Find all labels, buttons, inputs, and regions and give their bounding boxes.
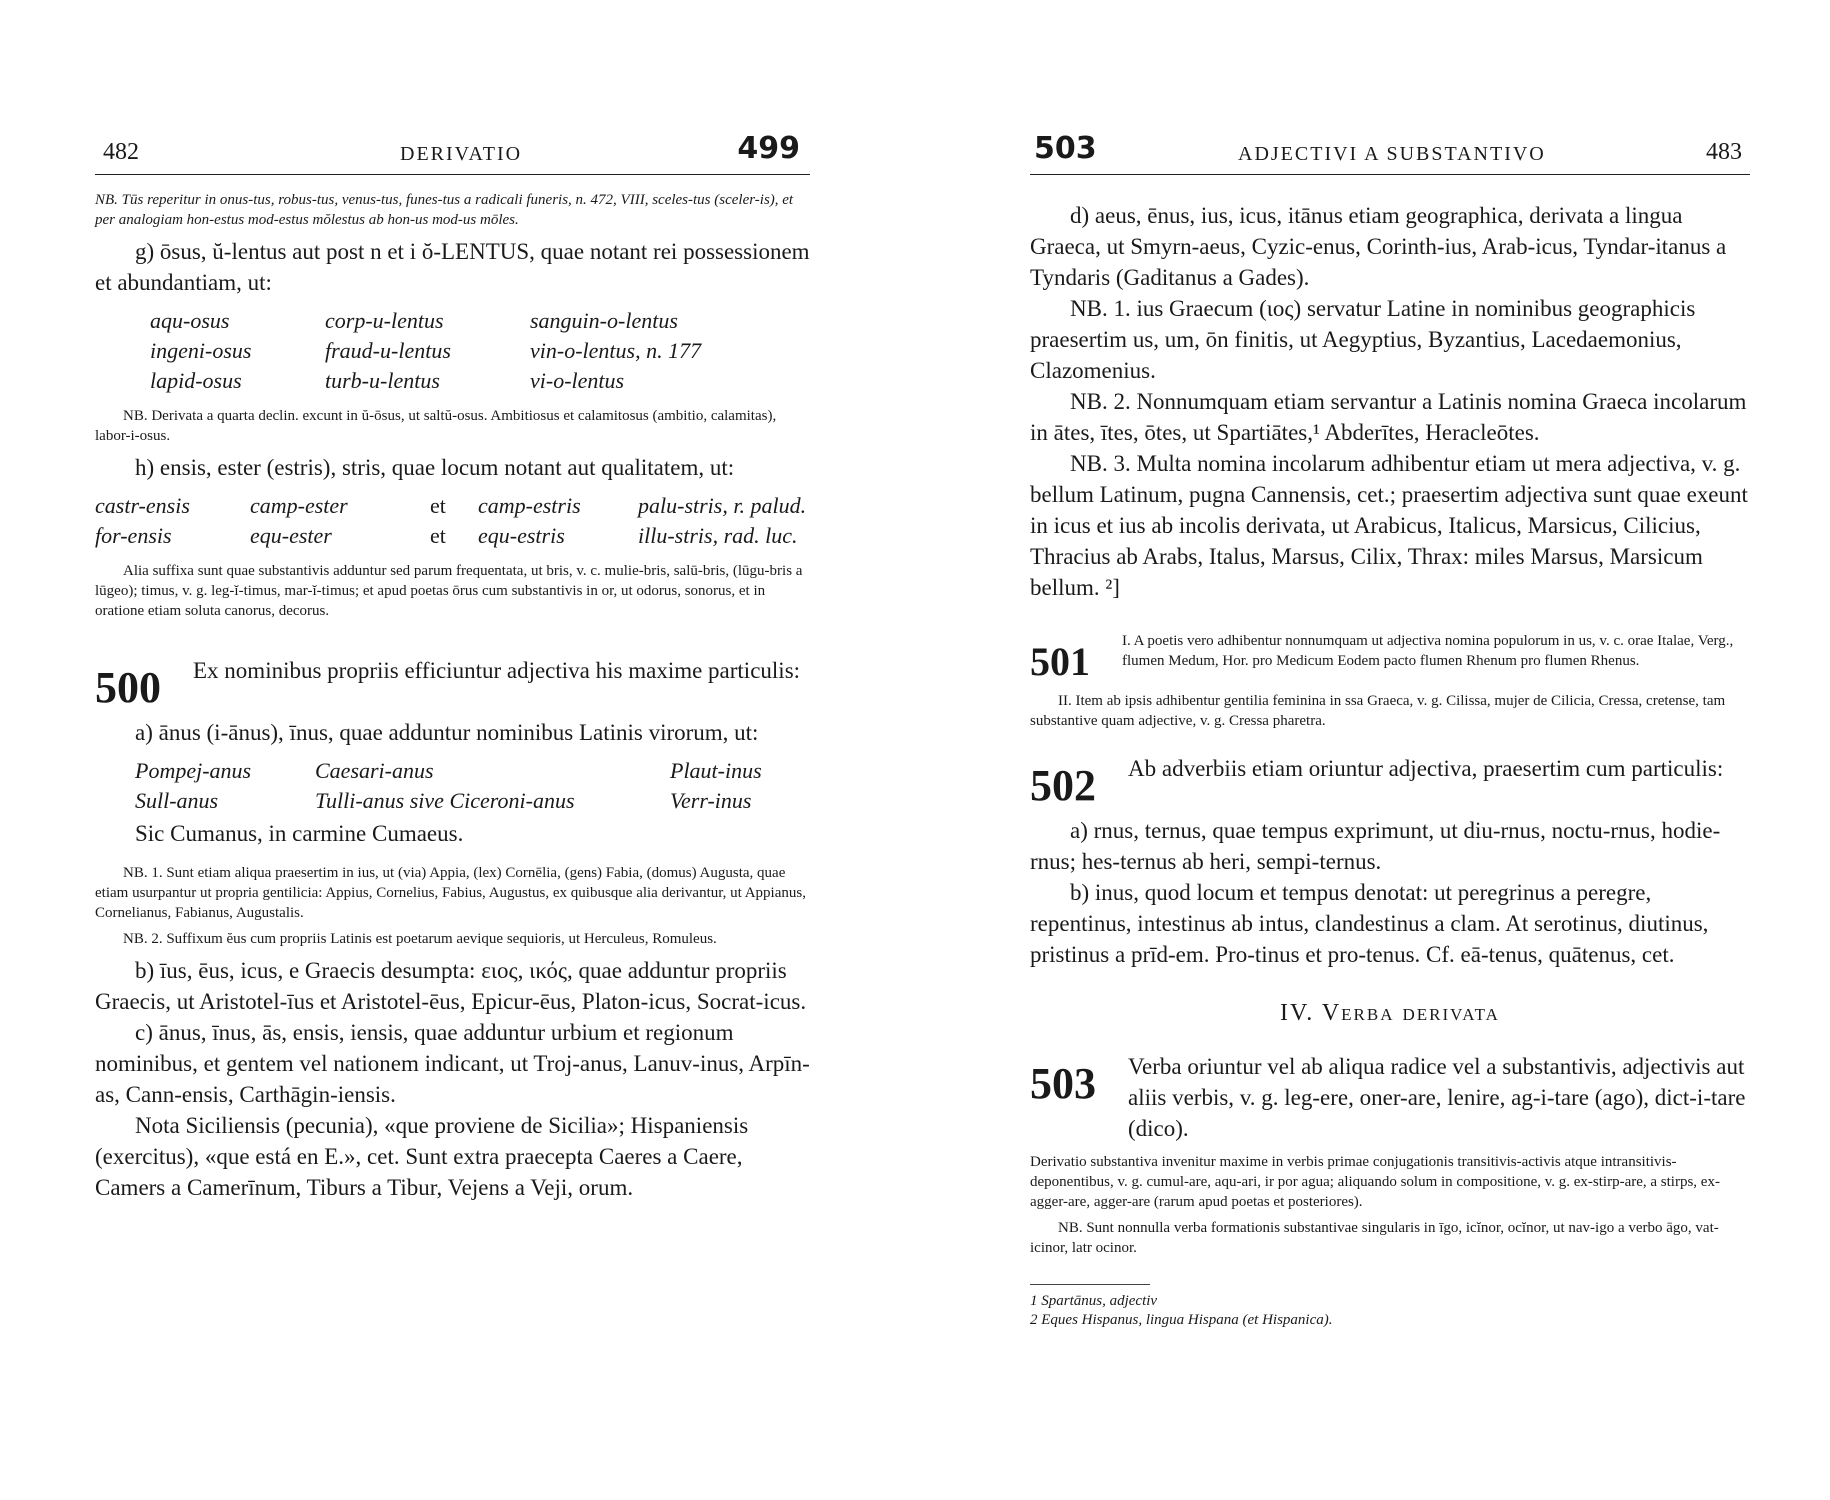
example-table-a <box>95 756 810 816</box>
section-500 <box>95 655 810 711</box>
paragraph-g: g) ōsus, ŭ-lentus aut post n et i ŏ-LENTUS, quae notant rei possessionem et abundantiam, ut: <box>95 239 810 295</box>
section-text: Ex nominibus propriis efficiuntur adjectiva his maxime particulis: <box>193 658 801 683</box>
section-text: I. A poetis vero adhibentur nonnumquam ut adjectiva nomina populorum in us, v. c. orae Italae, Verg., flumen Medum, Hor. pro Medicum Eodem pacto flumen Rhenum pro flumen Rhenus. <box>1122 633 1734 669</box>
table-cell: Caesari-anus <box>315 758 434 783</box>
footnote: 2 Eques Hispanus, lingua Hispana (et Hispanica). <box>1030 1312 1333 1328</box>
note-alia: Alia suffixa sunt quae substantivis adduntur sed parum frequentata, ut bris, v. c. mulie-bris, salū-bris, (lūgu-bris a lūgeo); timus, v. g. leg-ĭ-timus, mar-ĭ-timus; et apud poetas ōrus cum substantivis in or, ut odorus, sonorus, et in oratione etiam soluta canorus, decorus. <box>95 563 803 619</box>
section-text: Ab adverbiis etiam oriuntur adjectiva, praesertim cum particulis: <box>1128 756 1724 781</box>
paragraph-b: b) inus, quod locum et tempus denotat: ut peregrinus a peregre, repentinus, intestinus ab intus, clandestinus a clam. At serotinus, diutinus, pristinus a prīd-em. Pro-tinus et pro-tenus. Cf. eā-tenus, quātenus, cet. <box>1030 880 1709 967</box>
table-cell: fraud-u-lentus <box>325 338 451 363</box>
page-number: 482 <box>103 139 139 165</box>
paragraph-sic: Sic Cumanus, in carmine Cumaeus. <box>135 821 464 846</box>
paragraph-a: a) rnus, ternus, quae tempus exprimunt, ut diu-rnus, noctu-rnus, hodie-rnus; hes-ternus ab heri, sempi-ternus. <box>1030 818 1721 874</box>
table-cell: ingeni-osus <box>150 338 252 363</box>
paragraph-d: d) aeus, ēnus, ius, icus, itānus etiam geographica, derivata a lingua Graeca, ut Smyrn-aeus, Cyzic-enus, Corinth-ius, Arab-icus, Tyndar-itanus a Tyndaris (Gaditanus a Gades). <box>1030 203 1727 290</box>
note-nb-1: NB. 1. ius Graecum (ιος) servatur Latine in nominibus geographicis praesertim us, um, ōn finitis, ut Aegyptius, Byzantius, Lacedaemonius, Clazomenius. <box>1030 296 1696 383</box>
table-cell: castr-ensis <box>95 493 190 518</box>
table-cell: et <box>430 523 446 548</box>
table-cell: sanguin-o-lentus <box>530 308 678 333</box>
note-nb-2: NB. 2. Nonnumquam etiam servantur a Latinis nomina Graeca incolarum in ātes, ītes, ōtes, ut Spartiātes,¹ Abderītes, Heracleōtes. <box>1030 389 1747 445</box>
example-table-h <box>95 491 810 551</box>
section-text: Verba oriuntur vel ab aliqua radice vel a substantivis, adjectivis aut aliis verbis, v. g. leg-ere, oner-are, lenire, ag-i-tare (ago), dict-i-tare (dico). <box>1128 1054 1746 1141</box>
section-501-ii: II. Item ab ipsis adhibentur gentilia feminina in ssa Graeca, v. g. Cilissa, mujer de Cilicia, Cressa, cretense, tam substantive quam adjective, v. g. Cressa pharetra. <box>1030 693 1726 729</box>
running-title: ADJECTIVI A SUBSTANTIVO <box>1238 143 1546 165</box>
paragraph-nota: Nota Siciliensis (pecunia), «que proviene de Sicilia»; Hispaniensis (exercitus), «que está en E.», cet. Sunt extra praecepta Caeres a Caere, Camers a Camerīnum, Tiburs a Tibur, Vejens a Veji, orum. <box>95 1113 749 1200</box>
paragraph-h: h) ensis, ester (estris), stris, quae locum notant aut qualitatem, ut: <box>135 455 735 480</box>
note-nb-3: NB. 3. Multa nomina incolarum adhibentur etiam ut mera adjectiva, v. g. bellum Latinum, pugna Cannensis, cet.; praesertim adjectiva sunt quae exeunt in icus et ius ab incolis derivata, ut Arabicus, Italicus, Marsicus, Cilicius, Thracius ab Arabs, Italus, Marsus, Cilix, Thrax: miles Marsus, Marsicum bellum. ²] <box>1030 451 1748 600</box>
table-cell: vin-o-lentus, n. 177 <box>530 338 702 363</box>
table-cell: aqu-osus <box>150 308 230 333</box>
note-nb: NB. Sunt nonnulla verba formationis substantivae singularis in īgo, icĭnor, ocĭnor, ut nav-igo a verbo āgo, vat-icinor, latr ocinor. <box>1030 1220 1719 1256</box>
note-nb-1: NB. 1. Sunt etiam aliqua praesertim in ius, ut (via) Appia, (lex) Cornēlia, (gens) Fabia, (domus) Augusta, quae etiam usurpantur ut propria gentilicia: Appius, Cornelius, Fabius, Augustus, ex quibusque alia derivantur, ut Appianus, Cornelianus, Fabianus, Augustalis. <box>95 865 806 921</box>
table-cell: Tulli-anus sive Ciceroni-anus <box>315 788 575 813</box>
table-cell: corp-u-lentus <box>325 308 444 333</box>
right-running-head <box>1030 128 1750 175</box>
paragraph-c: c) ānus, īnus, ās, ensis, iensis, quae adduntur urbium et regionum nominibus, et gentem vel nationem indicant, ut Troj-anus, Lanuv-inus, Arpīn-as, Cann-ensis, Carthāgin-iensis. <box>95 1020 810 1107</box>
table-cell: equ-estris <box>478 523 565 548</box>
table-cell: lapid-osus <box>150 368 242 393</box>
table-cell: Pompej-anus <box>135 758 252 783</box>
table-cell: turb-u-lentus <box>325 368 440 393</box>
section-502 <box>1030 753 1750 809</box>
page-number: 483 <box>1706 139 1742 165</box>
chapter-heading: IV. Verba derivata <box>1280 1000 1500 1026</box>
section-number: 502 <box>1030 761 1096 810</box>
right-body <box>1030 200 1750 1331</box>
footnotes <box>1030 1284 1333 1329</box>
table-cell: for-ensis <box>95 523 172 548</box>
running-title: DERIVATIO <box>400 143 523 165</box>
table-cell: camp-estris <box>478 493 581 518</box>
table-cell: illu-stris, rad. luc. <box>638 523 798 548</box>
table-cell: Verr-inus <box>670 788 752 813</box>
note-nb: NB. Tūs reperitur in onus-tus, robus-tus, venus-tus, funes-tus a radicali funeris, n. 472, VIII, sceles-tus (sceler-is), et per analogiam hon-estus mod-estus mŏlestus ab hon-us mod-us mōles. <box>95 192 794 228</box>
table-cell: palu-stris, r. palud. <box>638 493 807 518</box>
note-derivatio: Derivatio substantiva invenitur maxime in verbis primae conjugationis transitivis-activis atque intransitivis-deponentibus, v. g. cumul-are, aqu-ari, ir por agua; aliquando solum in compositione, v. g. ex-stirp-are, a stirps, ex-agger-are, agger-are (rarum apud poetas et posteriores). <box>1030 1154 1720 1210</box>
example-table-g <box>95 306 810 396</box>
table-cell: et <box>430 493 446 518</box>
note-nb: NB. Derivata a quarta declin. excunt in ŭ-ōsus, ut saltŭ-osus. Ambitiosus et calamitosus (ambitio, calamitas), labor-i-osus. <box>95 408 777 444</box>
note-nb-2: NB. 2. Suffixum ĕus cum propriis Latinis est poetarum aevique sequioris, ut Herculeus, Romuleus. <box>123 931 717 947</box>
left-body <box>95 186 810 1203</box>
section-number: 500 <box>95 663 161 712</box>
table-cell: Plaut-inus <box>670 758 762 783</box>
section-number: 499 <box>737 131 800 166</box>
section-number: 503 <box>1034 131 1097 166</box>
table-cell: camp-ester <box>250 493 348 518</box>
table-cell: equ-ester <box>250 523 332 548</box>
paragraph-b: b) īus, ēus, icus, e Graecis desumpta: ειος, ικός, quae adduntur propriis Graecis, ut Aristotel-īus et Aristotel-ēus, Epicur-ēus, Platon-icus, Socrat-icus. <box>95 958 807 1014</box>
table-cell: vi-o-lentus <box>530 368 625 393</box>
section-number: 503 <box>1030 1059 1096 1108</box>
paragraph-a: a) ānus (i-ānus), īnus, quae adduntur nominibus Latinis virorum, ut: <box>135 720 759 745</box>
section-number: 501 <box>1030 639 1090 684</box>
right-page <box>1030 0 1750 1500</box>
table-cell: Sull-anus <box>135 788 219 813</box>
left-page <box>95 0 810 1500</box>
section-501 <box>1030 631 1750 685</box>
left-running-head <box>95 128 810 175</box>
footnote: 1 Spartānus, adjectiv <box>1030 1293 1158 1309</box>
section-503 <box>1030 1051 1750 1144</box>
